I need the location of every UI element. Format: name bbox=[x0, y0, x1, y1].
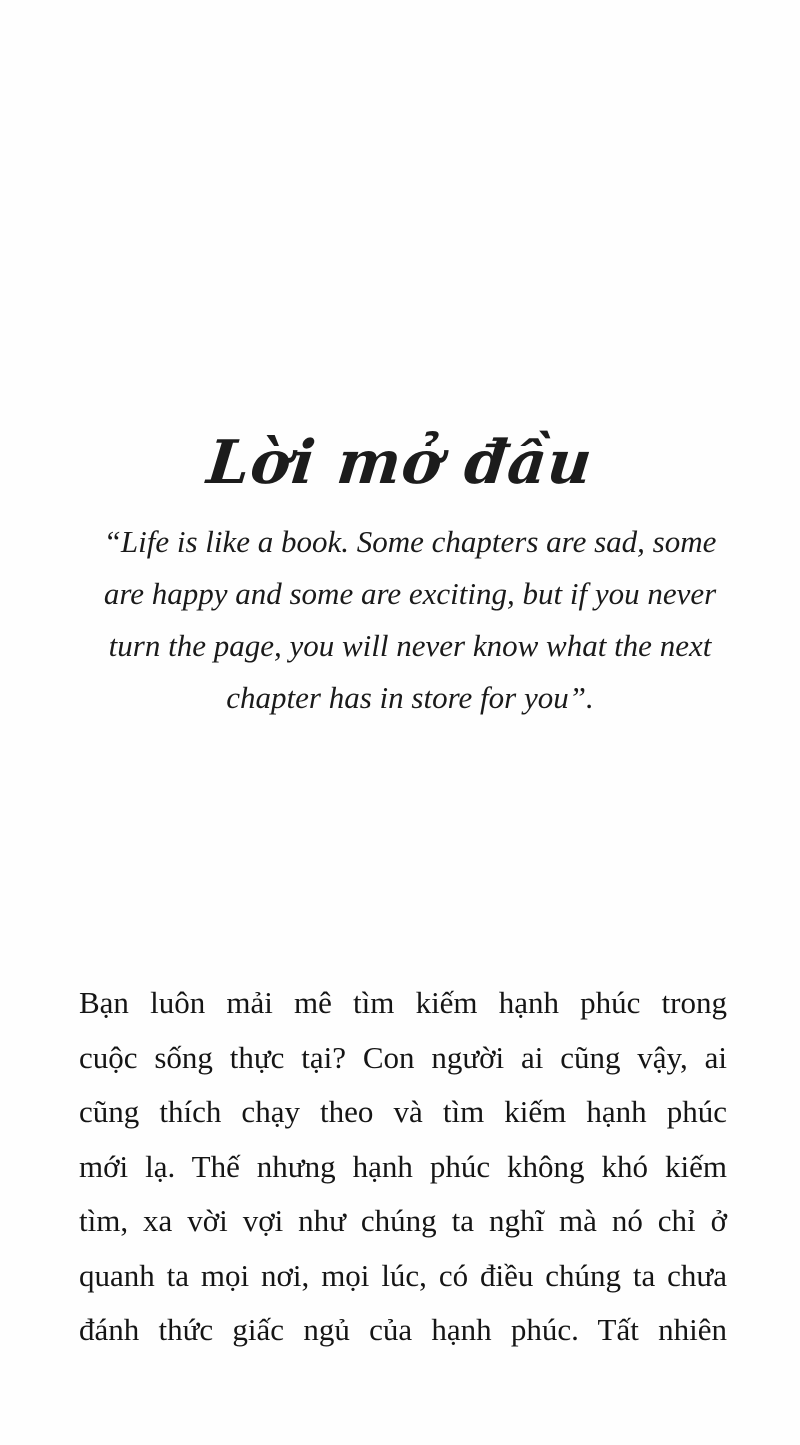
epigraph-line: “Life is like a book. Some chapters are sad, some bbox=[103, 524, 717, 559]
epigraph-quote bbox=[90, 516, 730, 724]
body-line: Bạn luôn mải mê tìm kiếm hạnh phúc trong bbox=[79, 985, 727, 1020]
epigraph-line: turn the page, you will never know what the next bbox=[108, 628, 712, 663]
body-line: đánh thức giấc ngủ của hạnh phúc. Tất nhiên bbox=[79, 1312, 727, 1347]
epigraph-line: are happy and some are exciting, but if you never bbox=[103, 576, 717, 611]
body-paragraph bbox=[79, 976, 727, 1358]
body-line: cũng thích chạy theo và tìm kiếm hạnh phúc bbox=[79, 1094, 727, 1129]
epigraph-line: chapter has in store for you”. bbox=[226, 680, 594, 715]
body-line: quanh ta mọi nơi, mọi lúc, có điều chúng ta chưa bbox=[79, 1257, 727, 1293]
chapter-title: Lời mở đầu bbox=[203, 428, 597, 499]
body-line: mới lạ. Thế nhưng hạnh phúc không khó kiếm bbox=[79, 1148, 727, 1184]
body-line: cuộc sống thực tại? Con người ai cũng vậy, ai bbox=[79, 1039, 727, 1075]
body-line: tìm, xa vời vợi như chúng ta nghĩ mà nó chỉ ở bbox=[79, 1203, 727, 1238]
